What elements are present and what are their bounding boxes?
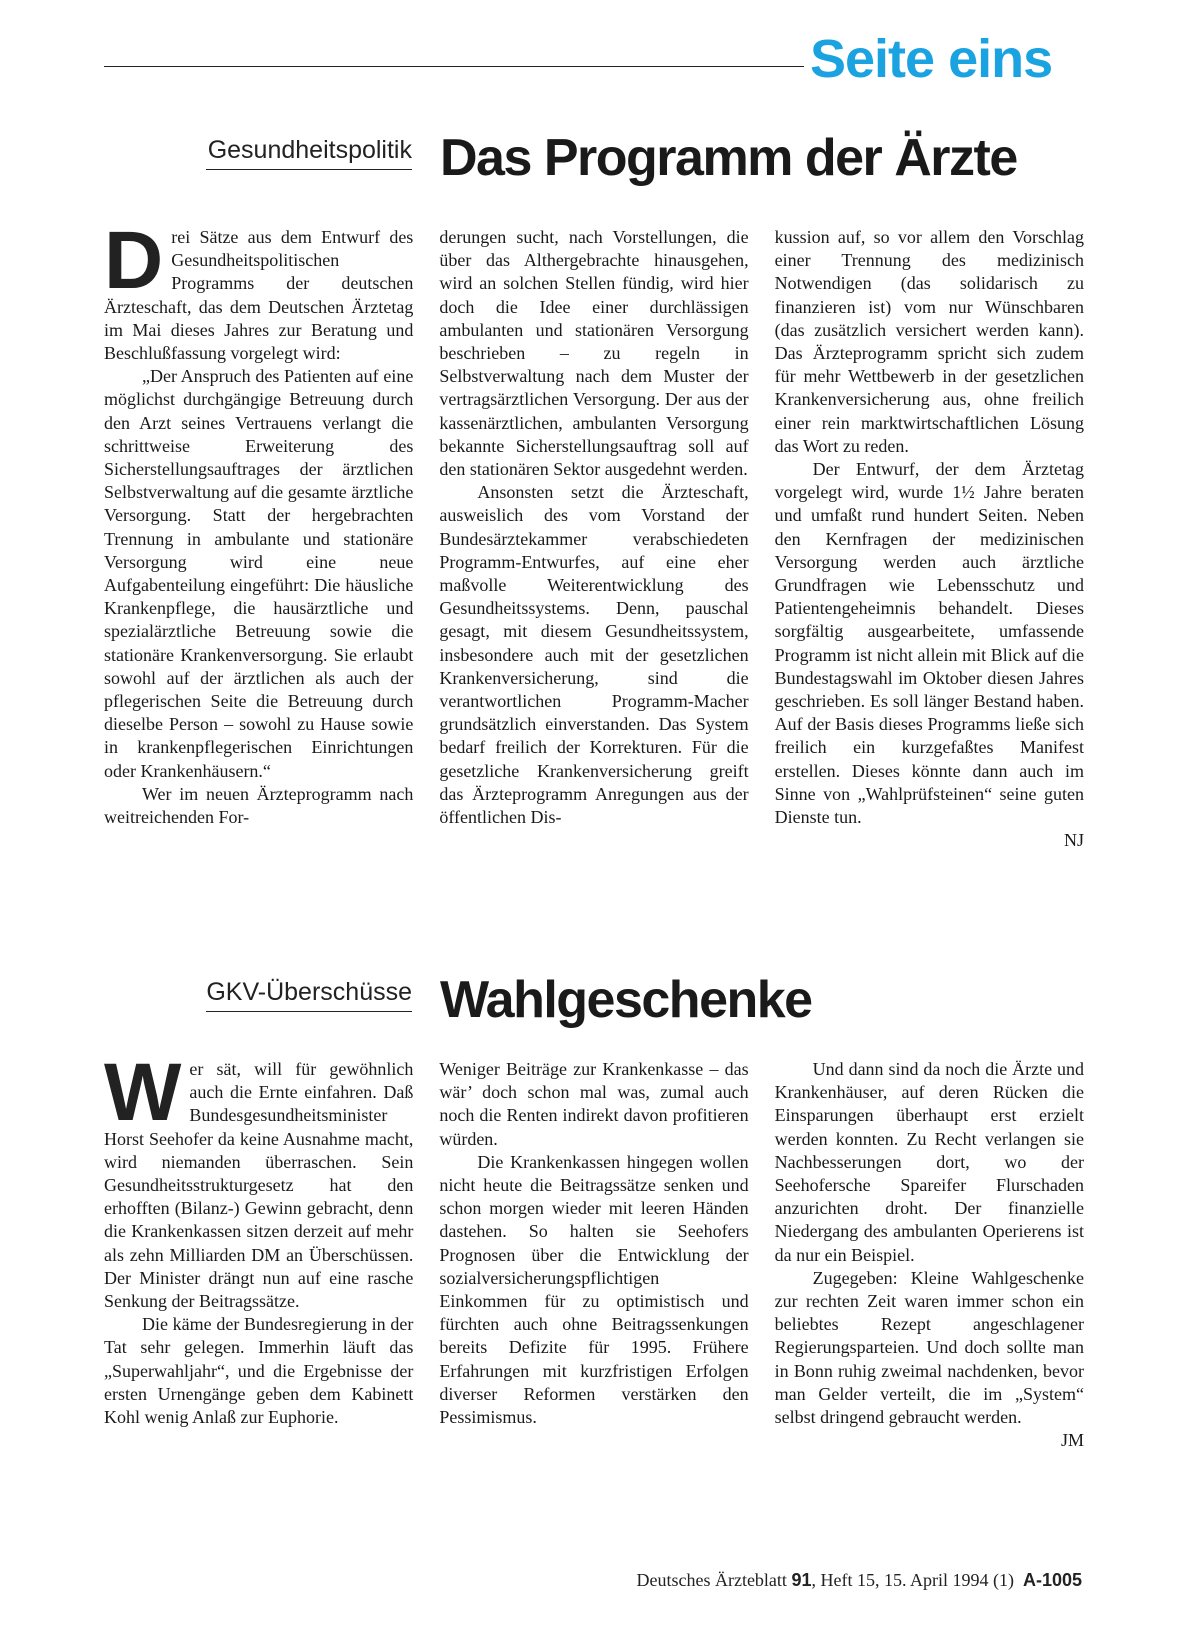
section-title: Seite eins: [810, 29, 1053, 89]
page-footer: [560, 1570, 1082, 1591]
paragraph: Und dann sind da noch die Ärzte und Krankenhäuser, auf deren Rücken die Einsparungen überhaupt erst erzielt werden konnten. Zu Recht verlangen sie Nachbesserungen dort, wo der Seehofersche Spareifer Flurschaden anzurichten droht. Der finanzielle Niedergang des ambulanten Operierens ist da nur ein Beispiel.: [774, 1059, 1084, 1265]
paragraph: Ansonsten setzt die Ärzteschaft, ausweislich des vom Vorstand der Bundesärztekammer verabschiedeten Programm-Entwurfes, auf eine eher maßvolle Weiterentwicklung des Gesundheitssystems. Denn, pauschal gesagt, mit diesem Gesundheitssystem, insbesondere auch mit der gesetzlichen Krankenversicherung, sind die verantwortlichen Programm-Macher grundsätzlich einverstanden. Das System bedarf freilich der Korrekturen. Für die gesetzliche Krankenversicherung greift das Ärzteprogramm Anregungen aus der öffentlichen Dis-: [439, 482, 749, 828]
article1-column-2: [439, 226, 748, 852]
article1-body: [104, 215, 1084, 852]
paragraph: derungen sucht, nach Vorstellungen, die über das Althergebrachte hinausgehen, wird an solchen Stellen fündig, wird hier doch die Idee einer durchlässigen ambulanten und stationären Versorgung beschrieben – zu regeln in Selbstverwaltung nach dem Muster der vertragsärztlichen Versorgung. Der aus der kassenärztlichen, ambulanten Versorgung bekannte Sicherstellungsauftrag soll auf den stationären Sektor ausgedehnt werden.: [439, 227, 749, 480]
volume-number: 91: [791, 1570, 812, 1590]
drop-cap: D: [104, 215, 164, 306]
drop-cap: W: [104, 1047, 182, 1138]
article2-column-1: [104, 1047, 414, 1452]
paragraph: Die Krankenkassen hingegen wollen nicht heute die Beitragssätze senken und schon morgen wieder mit leeren Händen dastehen. So halten sie Seehofers Prognosen über die Entwicklung der sozialversicherungspflichtigen Einkommen für zu optimistisch und fürchten auch ohne Beitragssenkungen bereits Defizite für 1995. Frühere Erfahrungen mit kurzfristigen Erfolgen diverser Reformen verstärken den Pessimismus.: [439, 1151, 749, 1428]
paragraph: Wer sät, will für gewöhnlich auch die Ernte einfahren. Daß Bundesgesundheitsminister Horst Seehofer da keine Ausnahme macht, wird niemanden überraschen. Sein Gesundheitsstrukturgesetz hat den erhofften (Bilanz-) Gewinn gebracht, denn die Krankenkassen sitzen derzeit auf mehr als zehn Milliarden DM an Überschüssen. Der Minister drängt nun auf eine rasche Senkung der Beitragssätze.: [104, 1047, 414, 1312]
issue-date: , Heft 15, 15. April 1994 (1): [811, 1570, 1014, 1590]
paragraph: kussion auf, so vor allem den Vorschlag einer Trennung des medizinisch Notwendigen (das solidarisch zu finanzieren ist) vom nur Wünschbaren (das zusätzlich versichert werden kann). Das Ärzteprogramm spricht sich zudem für mehr Wettbewerb in der gesetzlichen Krankenversicherung aus, ohne freilich einer rein marktwirtschaftlichen Lösung das Wort zu reden.: [774, 227, 1084, 456]
author-signature: JM: [1060, 1430, 1084, 1451]
paragraph: „Der Anspruch des Patienten auf eine möglichst durchgängige Betreuung durch den Arzt seines Vertrauens verlangt die schrittweise Erweiterung des Sicherstellungsauftrages der ärztlichen Selbstverwaltung auf die gesamte ärztliche Versorgung. Statt der hergebrachten Trennung in ambulante und stationäre Versorgung wird eine neue Aufgabenteilung eingeführt: Die häusliche Krankenpflege, die hausärztliche und spezialärztliche Betreuung sowie die stationäre Krankenversorgung. Sie erlaubt sowohl auf der ärztlichen als auch der pflegerischen Seite die Betreuung durch dieselbe Person – sowohl zu Hause sowie in krankenpflegerischen Einrichtungen oder Krankenhäusern.“: [104, 366, 414, 781]
paragraph: Drei Sätze aus dem Entwurf des Gesundheitspolitischen Programms der deutschen Ärzteschaft, das dem Deutschen Ärztetag im Mai dieses Jahres zur Beratung und Beschlußfassung vorgelegt wird:: [104, 215, 414, 364]
article1-column-3: [775, 226, 1084, 852]
header-rule: [104, 66, 804, 67]
journal-name: Deutsches Ärzteblatt: [636, 1570, 787, 1590]
author-signature: NJ: [1063, 830, 1084, 851]
article1-headline: Das Programm der Ärzte: [440, 129, 1017, 187]
article2-body: [104, 1047, 1084, 1452]
article2-category: GKV-Überschüsse: [206, 978, 412, 1012]
paragraph: Weniger Beiträge zur Krankenkasse – das wär’ doch schon mal was, zumal auch noch die Renten indirekt davon profitieren würden.: [439, 1059, 749, 1149]
article2-column-2: [439, 1058, 748, 1452]
paragraph: Wer im neuen Ärzteprogramm nach weitreichenden For-: [104, 783, 414, 828]
page-number: A-1005: [1022, 1570, 1082, 1590]
paragraph: Zugegeben: Kleine Wahlgeschenke zur rechten Zeit waren immer schon ein beliebtes Rezept angeschlagener Regierungsparteien. Und doch sollte man in Bonn ruhig zweimal nachdenken, bevor man Gelder verteilt, die im „System“ selbst dringend gebraucht werden.: [774, 1267, 1084, 1428]
article2-headline: Wahlgeschenke: [440, 971, 812, 1029]
paragraph: Der Entwurf, der dem Ärztetag vorgelegt wird, wurde 1½ Jahre beraten und umfaßt rund hundert Seiten. Neben den Kernfragen der medizinischen Versorgung werden auch ärztliche Grundfragen wie Lebensschutz und Patientengeheimnis behandelt. Dieses sorgfältig ausgearbeitete, umfassende Programm ist nicht allein mit Blick auf die Bundestagswahl im Oktober diesen Jahres geschrieben. Es soll länger Bestand haben. Auf der Basis dieses Programms ließe sich freilich ein kurzgefaßtes Manifest erstellen. Dieses könnte dann auch im Sinne von „Wahlprüfsteinen“ seine guten Dienste tun.: [774, 459, 1084, 828]
article1-category: Gesundheitspolitik: [206, 136, 412, 170]
article2-column-3: [775, 1058, 1084, 1452]
paragraph: Die käme der Bundesregierung in der Tat sehr gelegen. Immerhin läuft das „Superwahljahr“, und die Ergebnisse der ersten Urnengänge geben dem Kabinett Kohl wenig Anlaß zur Euphorie.: [104, 1314, 414, 1428]
article1-column-1: [104, 215, 414, 852]
